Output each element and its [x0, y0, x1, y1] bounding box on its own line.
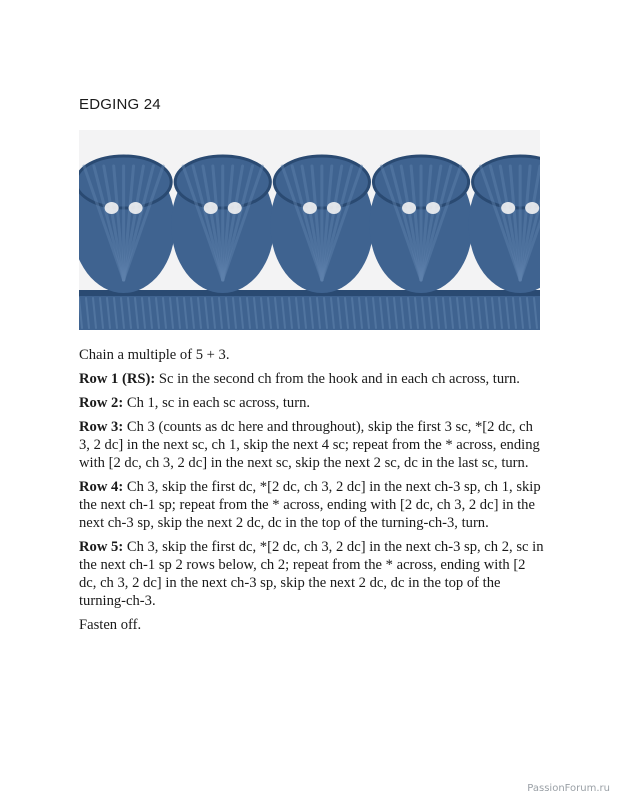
row-3 — [79, 418, 545, 472]
row-text: Sc in the second ch from the hook and in each ch across, turn. — [155, 371, 520, 387]
row-4 — [79, 478, 545, 532]
pattern-instructions — [79, 346, 545, 640]
chain-space-hole — [501, 202, 515, 214]
row-text: Ch 3, skip the first dc, *[2 dc, ch 3, 2 dc] in the next ch-3 sp, ch 2, sc in the next ch-1 sp 2 rows below, ch 2; repeat from the * across, ending with [2 dc, ch 3, 2 dc] in the next ch-3 sp, skip the next 2 dc, dc in the top of the turning-ch-3. — [79, 539, 544, 609]
page-title: EDGING 24 — [79, 96, 161, 113]
row-label: Row 5: — [79, 539, 124, 555]
outro-text: Fasten off. — [79, 617, 142, 633]
chain-space-hole — [327, 202, 341, 214]
chain-space-hole — [129, 202, 143, 214]
crochet-edging-photo — [79, 130, 540, 330]
chain-space-hole — [204, 202, 218, 214]
crochet-edging-illustration — [79, 130, 540, 330]
row-text: Ch 1, sc in each sc across, turn. — [123, 395, 311, 411]
row-text: Ch 3, skip the first dc, *[2 dc, ch 3, 2 dc] in the next ch-3 sp, ch 1, skip the next ch-1 sp; repeat from the * across, ending with [2 dc, ch 3, 2 dc] in the next ch-3 sp, skip the next 2 dc, dc in the top of the turning-ch-3, turn. — [79, 479, 541, 531]
row-1 — [79, 370, 545, 388]
chain-space-hole — [303, 202, 317, 214]
watermark: PassionForum.ru — [527, 783, 610, 794]
row-label: Row 2: — [79, 395, 124, 411]
row-label: Row 3: — [79, 419, 124, 435]
row-5 — [79, 538, 545, 610]
chain-space-hole — [525, 202, 539, 214]
row-2 — [79, 394, 545, 412]
chain-space-hole — [402, 202, 416, 214]
chain-space-hole — [105, 202, 119, 214]
row-text: Ch 3 (counts as dc here and throughout), skip the first 3 sc, *[2 dc, ch 3, 2 dc] in the next sc, ch 1, skip the next 4 sc; repeat from the * across, ending with [2 dc, ch 3, 2 dc] in the next sc, skip the next 2 sc, dc in the last sc, turn. — [79, 419, 540, 471]
row-label: Row 1 (RS): — [79, 371, 156, 387]
chain-space-hole — [426, 202, 440, 214]
chain-space-hole — [228, 202, 242, 214]
intro-text: Chain a multiple of 5 + 3. — [79, 347, 230, 363]
row-label: Row 4: — [79, 479, 124, 495]
